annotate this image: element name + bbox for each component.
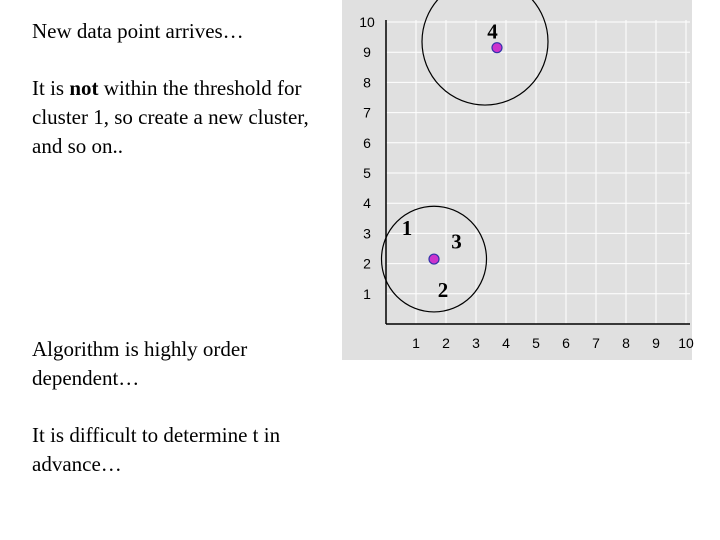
y-tick-label: 1 bbox=[363, 285, 371, 302]
threshold-difficulty-sentence: It is difficult to determine t in advance… bbox=[32, 423, 281, 476]
y-tick-label: 3 bbox=[363, 225, 371, 242]
x-tick-label: 4 bbox=[502, 335, 510, 351]
plot-background bbox=[342, 0, 692, 360]
x-tick-label: 2 bbox=[442, 335, 450, 351]
y-tick-label: 7 bbox=[363, 104, 371, 121]
point-label: 2 bbox=[437, 277, 449, 302]
data-point bbox=[492, 43, 502, 53]
y-tick-label: 4 bbox=[363, 195, 371, 212]
point-label: 1 bbox=[401, 215, 413, 240]
x-tick-label: 6 bbox=[562, 335, 570, 351]
x-tick-label: 8 bbox=[622, 335, 630, 351]
y-tick-label: 10 bbox=[359, 14, 375, 30]
threshold-text-post: within the threshold for cluster 1, so create a new cluster, and so on.. bbox=[32, 76, 309, 158]
y-tick-label: 2 bbox=[363, 255, 371, 272]
x-tick-label: 10 bbox=[678, 335, 694, 351]
y-tick-label: 8 bbox=[363, 74, 371, 91]
x-tick-label: 1 bbox=[412, 335, 420, 351]
threshold-text-bold: not bbox=[69, 76, 99, 100]
x-tick-label: 7 bbox=[592, 335, 600, 351]
new-point-sentence: New data point arrives… bbox=[32, 19, 244, 43]
y-tick-label: 9 bbox=[363, 44, 371, 61]
point-label: 4 bbox=[487, 19, 498, 44]
x-tick-label: 9 bbox=[652, 335, 660, 351]
x-tick-label: 3 bbox=[472, 335, 480, 351]
data-point bbox=[429, 254, 439, 264]
threshold-text-pre: It is bbox=[32, 76, 70, 100]
y-tick-label: 6 bbox=[363, 134, 371, 151]
order-dependent-sentence: Algorithm is highly order dependent… bbox=[32, 337, 248, 390]
x-tick-label: 5 bbox=[532, 335, 540, 351]
point-label: 3 bbox=[451, 229, 462, 254]
y-tick-label: 5 bbox=[363, 165, 371, 181]
